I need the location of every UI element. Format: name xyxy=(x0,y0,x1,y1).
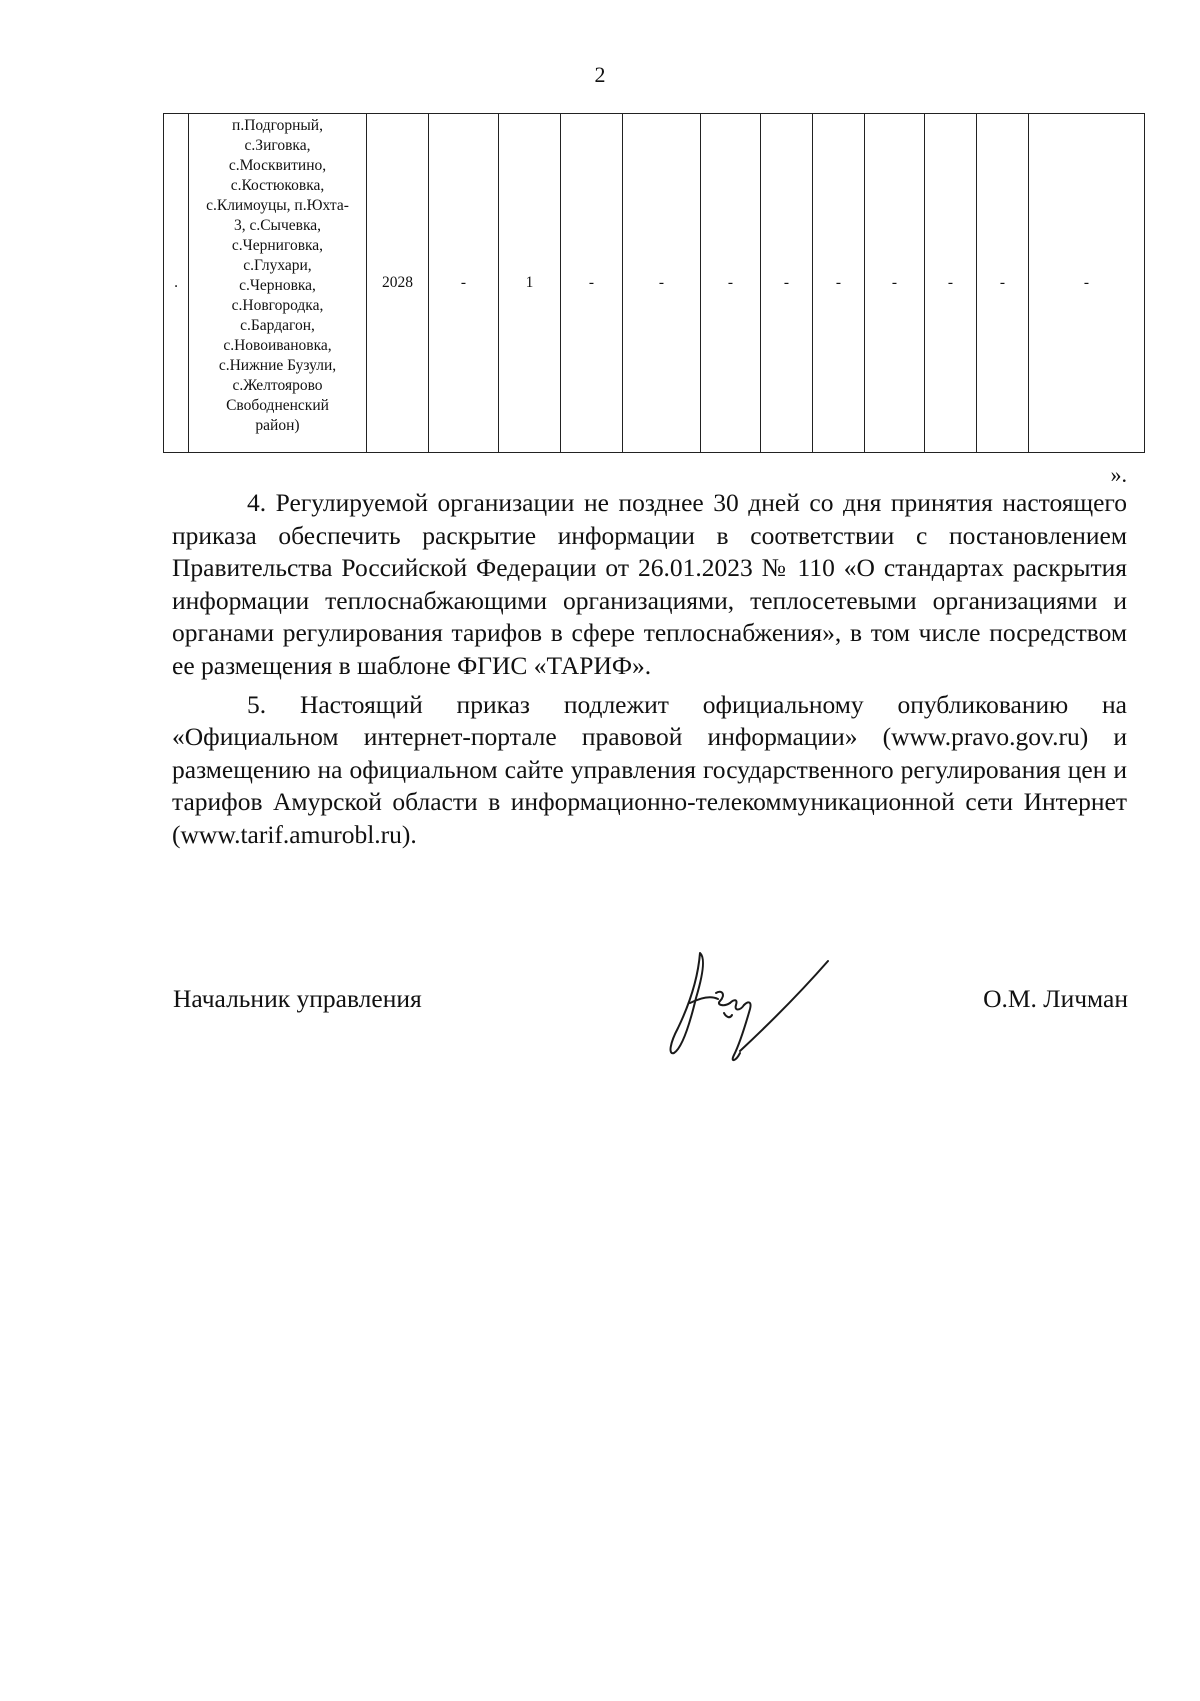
place-line: с.Москвитино, xyxy=(228,157,327,174)
places-cell xyxy=(189,114,367,453)
table-cell: - xyxy=(429,114,499,453)
place-line: с.Климоуцы, п.Юхта- xyxy=(206,197,349,214)
body-text xyxy=(172,487,1127,852)
paragraph-4: 4. Регулируемой организации не позднее 30 дней со дня принятия настоящего приказа обеспечить раскрытие информации в соответствии с постановлением Правительства Российской Федерации от 26.01.2023 № 110 «О стандартах раскрытия информации теплоснабжающими организациями, теплосетевыми организациями и органами регулирования тарифов в сфере теплоснабжения», в том числе посредством ее размещения в шаблоне ФГИС «ТАРИФ». xyxy=(172,488,1127,680)
place-line: с.Костюковка, xyxy=(230,177,325,194)
signatory-name: О.М. Личман xyxy=(983,984,1128,1013)
table-cell: - xyxy=(761,114,813,453)
signatory-position: Начальник управления xyxy=(173,984,422,1013)
place-line: с.Нижние Бузули, xyxy=(218,357,337,374)
table-cell: - xyxy=(925,114,977,453)
place-line: Свободненский xyxy=(226,397,329,414)
table-cell: 1 xyxy=(499,114,561,453)
place-line: с.Зиговка, xyxy=(244,137,311,154)
place-line: с.Новгородка, xyxy=(231,297,324,314)
place-line: с.Новоивановка, xyxy=(223,337,332,354)
table-cell: - xyxy=(701,114,761,453)
place-line: с.Черновка, xyxy=(239,277,316,294)
place-line: с.Желтоярово xyxy=(232,377,323,394)
table-cell: - xyxy=(977,114,1029,453)
handwritten-signature xyxy=(660,943,850,1073)
place-line: с.Глухари, xyxy=(243,257,312,274)
place-line: с.Черниговка, xyxy=(231,237,324,254)
paragraph-5: 5. Настоящий приказ подлежит официальному опубликованию на «Официальном интернет-портале правовой информации» (www.pravo.gov.ru) и размещению на официальном сайте управления государственного регулирования цен и тарифов Амурской области в информационно-телекоммуникационной сети Интернет (www.tarif.amurobl.ru). xyxy=(172,689,1127,849)
table-cell-bullet: . xyxy=(164,114,189,453)
table-cell-year: 2028 xyxy=(367,114,429,453)
table-cell: - xyxy=(1029,114,1145,453)
closing-quote: ». xyxy=(1110,462,1127,487)
place-line: 3, с.Сычевка, xyxy=(233,217,322,234)
table-row xyxy=(164,114,1145,453)
table-cell: - xyxy=(561,114,623,453)
page-number: 2 xyxy=(594,62,606,87)
place-line: с.Бардагон, xyxy=(240,317,315,334)
table-cell: - xyxy=(865,114,925,453)
table-cell: - xyxy=(813,114,865,453)
tariff-table xyxy=(163,113,1145,453)
table-cell: - xyxy=(623,114,701,453)
place-line: п.Подгорный, xyxy=(232,117,323,134)
place-line: район) xyxy=(255,417,300,434)
